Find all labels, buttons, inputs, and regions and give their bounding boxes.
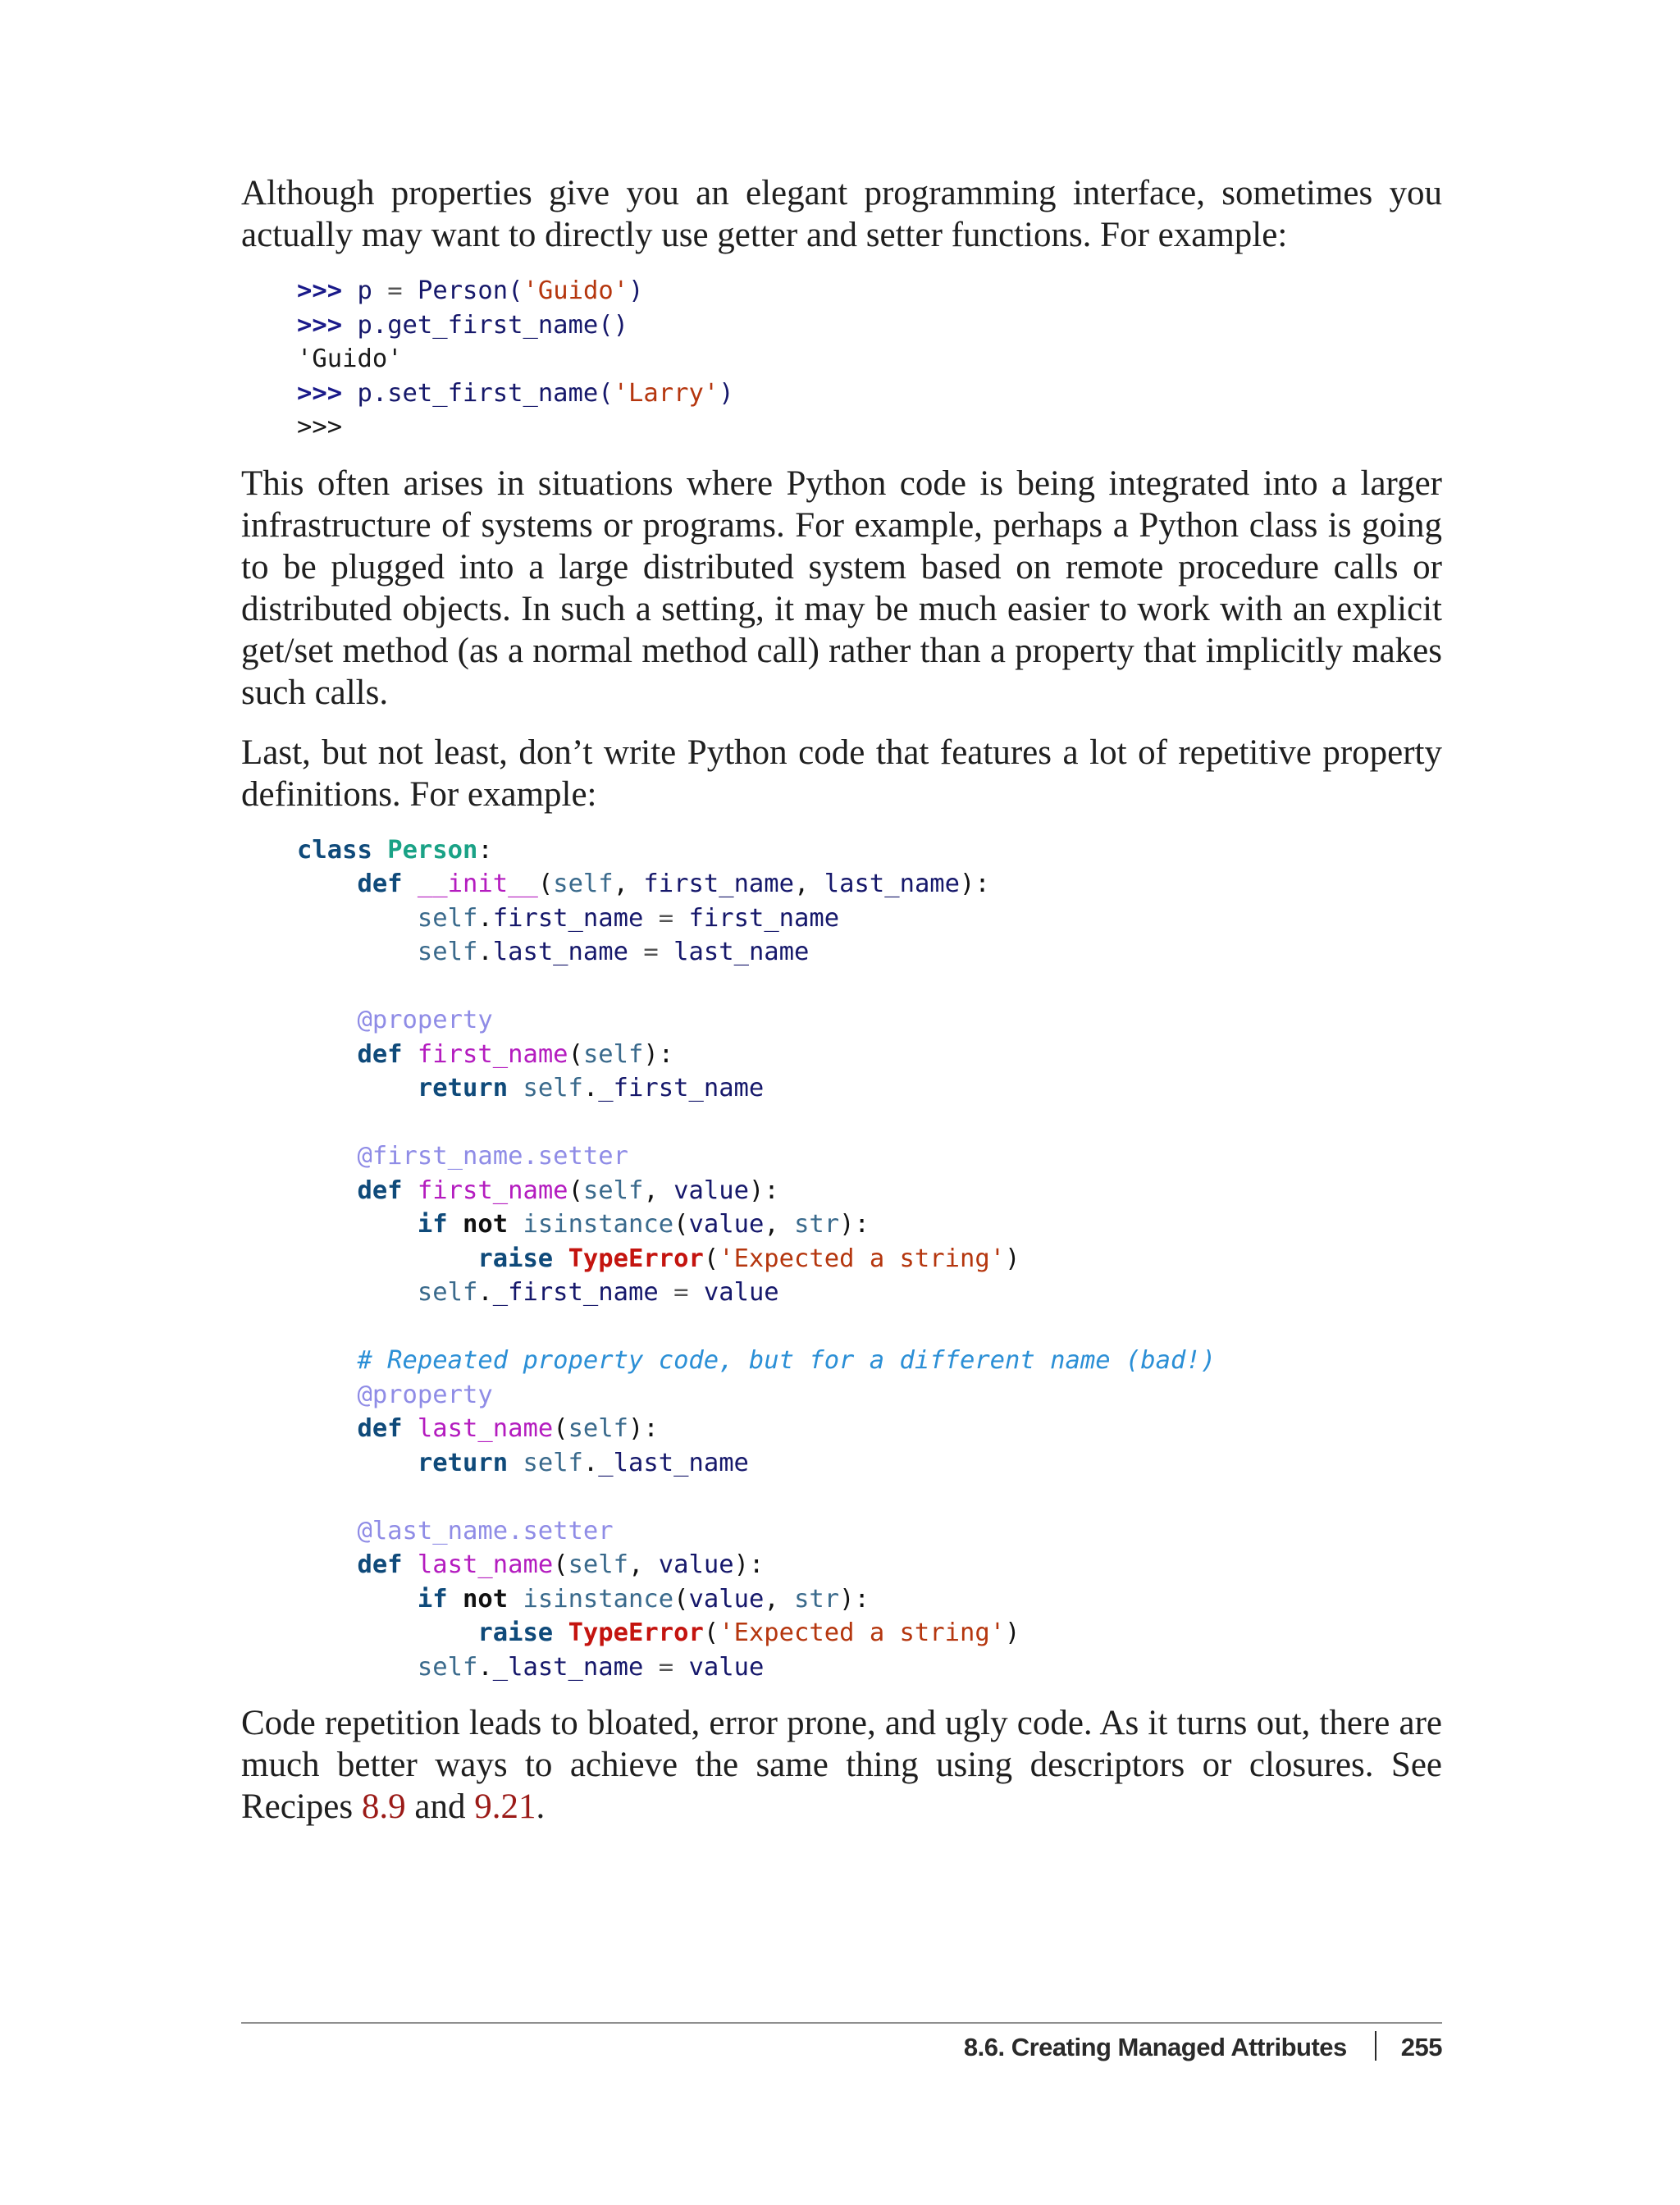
conclusion-end: . bbox=[536, 1787, 546, 1826]
page-footer bbox=[964, 2031, 1442, 2064]
code-block-interactive: >>> p = Person('Guido') >>> p.get_first_name() 'Guido' >>> p.set_first_name('Larry') >>> bbox=[297, 276, 734, 441]
conclusion-text: Code repetition leads to bloated, error prone, and ugly code. As it turns out, there are much better ways to achieve the same thing using descriptors or closures. See Recipes bbox=[241, 1704, 1442, 1826]
recipe-link-8-9[interactable]: 8.9 bbox=[361, 1787, 406, 1826]
conclusion-and: and bbox=[414, 1787, 466, 1826]
paragraph-repetition-warning: Last, but not least, don’t write Python code that features a lot of repetitive property definitions. For example: bbox=[241, 733, 1442, 814]
footer-divider bbox=[241, 2022, 1442, 2024]
recipe-link-9-21[interactable]: 9.21 bbox=[474, 1787, 536, 1826]
section-title: 8.6. Creating Managed Attributes bbox=[963, 2033, 1347, 2061]
page-number: 255 bbox=[1400, 2033, 1442, 2061]
paragraph-intro: Although properties give you an elegant programming interface, sometimes you actually may want to directly use getter and setter functions. For example: bbox=[241, 174, 1442, 254]
code-block-person-class: class Person: def __init__(self, first_name, last_name): self.first_name = first_name self.last_name = last_name @property def first_name(self): return self._first_name @first_name.setter def first_name(self, value): if not isinstance(value, str): raise TypeError('Expected a string') self._first_name = value # Repeated property code, but for a different name (bad!) @property def last_name(self): return self._last_name @last_name.setter def last_name(self, value): if not isinstance(value, str): raise TypeError('Expected a string') self._last_name = value bbox=[297, 835, 1217, 1682]
paragraph-conclusion bbox=[241, 1702, 1442, 1828]
page-content bbox=[241, 172, 1442, 1828]
footer-separator bbox=[1375, 2031, 1376, 2061]
paragraph-integration: This often arises in situations where Python code is being integrated into a larger infrastructure of systems or programs. For example, perhaps a Python class is going to be plugged into a large distributed system based on remote procedure calls or distributed objects. In such a setting, it may be much easier to work with an explicit get/set method (as a normal method call) rather than a property that implicitly makes such calls. bbox=[241, 463, 1442, 712]
